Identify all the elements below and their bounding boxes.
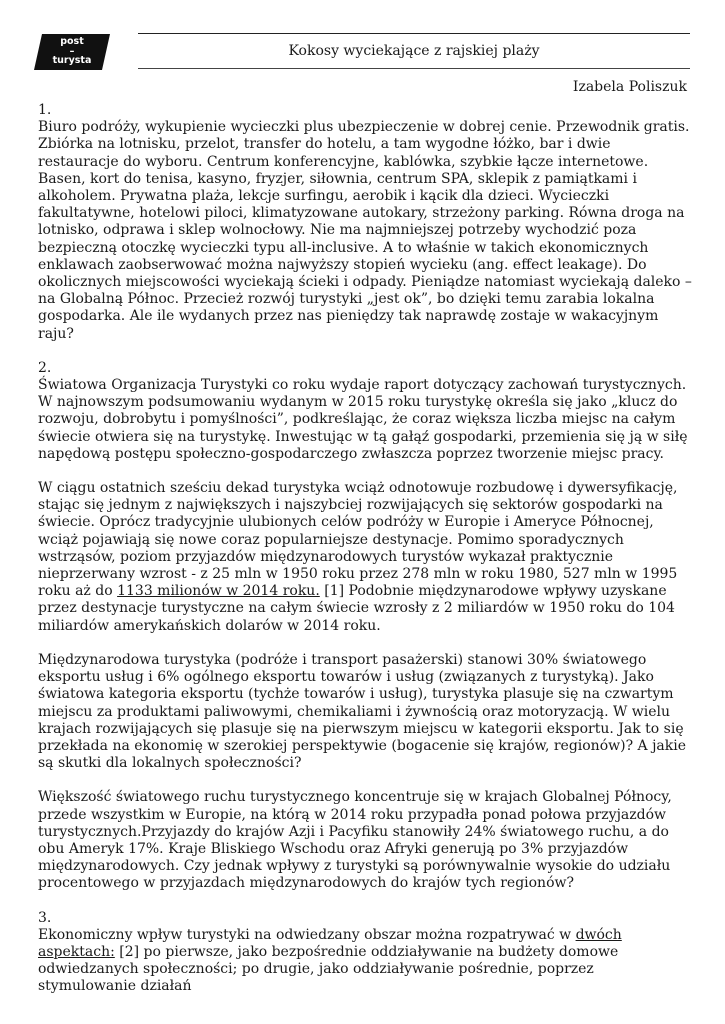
section-2-paragraph-2-text-a: W ciągu ostatnich sześciu dekad turystyka wciąż odnotowuje rozbudowę i dywersyfikację, stając się jednym z największych i najszybciej rozwijających się sektorów gospodarki na świecie. Oprócz tradycyjnie ulubionych celów podróży w Europie i Ameryce Północnej, wciąż pojawiają się nowe coraz popularniejsze destynacje. Pomimo sporadycznych wstrząsów, poziom przyjazdów międzynarodowych turystów wykazał praktycznie nieprzerwany wzrost - z 25 mln w 1950 roku przez 278 mln w roku 1980, 527 mln w 1995 roku aż do bbox=[38, 480, 678, 600]
logo-line-post: post bbox=[60, 36, 84, 47]
header-rule-top bbox=[138, 33, 690, 34]
logo-wordmark bbox=[34, 34, 110, 70]
section-2-paragraph-3: Międzynarodowa turystyka (podróże i transport pasażerski) stanowi 30% światowego eksportu usług i 6% ogólnego eksportu towarów i usług (związanych z turystyką). Jako światowa kategoria eksportu (tychże towarów i usług), turystyka plasuje się na czwartym miejscu za produktami paliwowymi, chemikaliami i żywnością oraz motoryzacją. W wielu krajach rozwijających się plasuje się na pierwszym miejscu w kategorii eksportu. Jak to się przekłada na ekonomię w szerokiej perspektywie (bogacenie się krajów, regionów)? A jakie są skutki dla lokalnych społeczności? bbox=[38, 651, 687, 772]
section-2-paragraph-2-text-b: [1] Podobnie międzynarodowe wpływy uzyskane przez destynacje turystyczne na całym świecie wzrosły z 2 miliardów w 1950 roku do 104 miliardów amerykańskich dolarów w 2014 roku. bbox=[38, 583, 675, 634]
section-2-paragraph-2 bbox=[38, 480, 692, 635]
article-title: Kokosy wyciekające z rajskiej plaży bbox=[288, 43, 540, 59]
section-1-number: 1. bbox=[38, 102, 52, 118]
section-3-paragraph-1-text-a: Ekonomiczny wpływ turystyki na odwiedzany obszar można rozpatrywać w bbox=[38, 926, 576, 943]
section-2-number: 2. bbox=[38, 359, 52, 376]
author-name: Izabela Poliszuk bbox=[572, 79, 687, 95]
logo-line-turysta: turysta bbox=[52, 55, 92, 66]
logo-line-dash: – bbox=[69, 45, 75, 57]
section-3-paragraph-1 bbox=[38, 927, 692, 996]
section-3-paragraph-1-text-b: [2] po pierwsze, jako bezpośrednie oddziaływanie na budżety domowe odwiedzanych społeczności; po drugie, jako oddziaływanie pośrednie, poprzez stymulowanie działań bbox=[38, 943, 619, 995]
section-3-number: 3. bbox=[38, 909, 52, 926]
section-2-paragraph-4: Większość światowego ruchu turystycznego koncentruje się w krajach Globalnej Północy, przede wszystkim w Europie, na którą w 2014 roku przypadła ponad połowa przyjazdów turystycznych.Przyjazdy do krajów Azji i Pacyfiku stanowiły 24% światowego ruchu, a do obu Ameryk 17%. Kraje Bliskiego Wschodu oraz Afryki generują po 3% przyjazdów międzynarodowych. Czy jednak wpływy z turystyki są porównywalnie wysokie do udziału procentowego w przyjazdach międzynarodowych do krajów tych regionów? bbox=[38, 789, 672, 892]
article-body bbox=[38, 102, 692, 996]
site-logo[interactable] bbox=[34, 34, 110, 70]
section-2-paragraph-1: Światowa Organizacja Turystyki co roku wydaje raport dotyczący zachowań turystycznych. W najnowszym podsumowaniu wydanym w 2015 roku turystykę określa się jako „klucz do rozwoju, dobrobytu i pomyślności”, podkreślając, że coraz większa liczba miejsc na całym świecie otwiera się na turystykę. Inwestując w tą gałąź gospodarki, przemienia się ją w siłę napędową postępu społeczno-gospodarczego zwłaszcza poprzez tworzenie miejsc pracy. bbox=[38, 377, 688, 462]
arrivals-2014-link[interactable]: 1133 milionów w 2014 roku. bbox=[117, 583, 320, 600]
two-aspects-link[interactable]: dwóch aspektach: bbox=[38, 926, 622, 960]
header-rule-bottom bbox=[138, 68, 690, 69]
section-1-paragraph: Biuro podróży, wykupienie wycieczki plus ubezpieczenie w dobrej cenie. Przewodnik gratis. Zbiórka na lotnisku, przelot, transfer do hotelu, a tam wygodne łóżko, bar i dwie restauracje do wyboru. Centrum konferencyjne, kablówka, szybkie łącze internetowe. Basen, kort do tenisa, kasyno, fryzjer, siłownia, centrum SPA, sklepik z pamiątkami i alkoholem. Prywatna plaża, lekcje surfingu, aerobik i kącik dla dzieci. Wycieczki fakultatywne, hotelowi piloci, klimatyzowane autokary, strzeżony parking. Równa droga na lotnisko, odprawa i sklep wolnocłowy. Nie ma najmniejszej potrzeby wychodzić poza bezpieczną otoczkę wycieczki typu all-inclusive. A to właśnie w takich ekonomicznych enklawach zaobserwować można najwyższy stopień wycieku (ang. effect leakage). Do okolicznych miejscowości wyciekają ścieki i odpady. Pieniądze natomiast wyciekają daleko – na Globalną Północ. Przecież rozwój turystyki „jest ok”, bo dzięki temu zarabia lokalna gospodarka. Ale ile wydanych przez nas pieniędzy tak naprawdę zostaje w wakacyjnym raju? bbox=[38, 119, 692, 342]
